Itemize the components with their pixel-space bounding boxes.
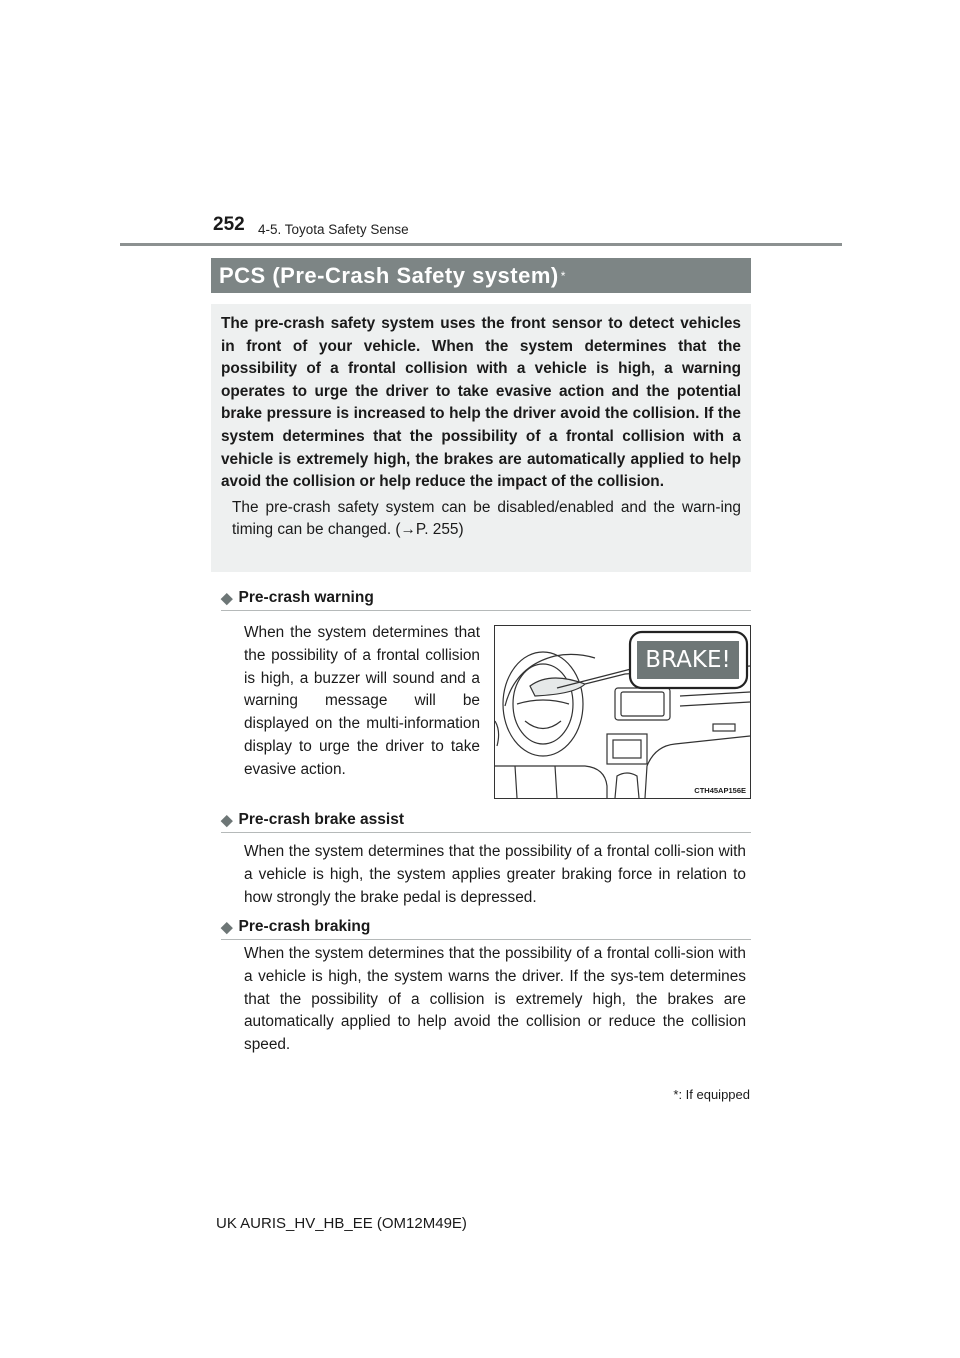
intro-summary: The pre-crash safety system uses the front sensor to detect vehicles in front of your vehicle. When the system determines that the possibility of a frontal collision with a vehicle is high, a warning operates to urge the driver to take evasive action and the potential brake pressure is increased to help the driver avoid the collision. If the system determines that the possibility of a frontal collision with a vehicle is extremely high, the brakes are automatically applied to help avoid the collision or help reduce the impact of the collision. bbox=[221, 315, 741, 491]
page-title: PCS (Pre-Crash Safety system) bbox=[219, 262, 559, 288]
heading-pre-crash-warning bbox=[221, 586, 751, 611]
heading-pre-crash-brake-assist bbox=[221, 808, 751, 833]
diamond-icon: ◆ bbox=[221, 590, 233, 607]
pre-crash-braking-text: When the system determines that the possibility of a frontal colli-sion with a vehicle is high, the system warns the driver. If the sys-tem determines that the possibility of a collision is extremely high, the brakes are automatically applied to help avoid the collision or reduce the collision speed. bbox=[244, 945, 746, 1054]
footer-model-code: UK AURIS_HV_HB_EE (OM12M49E) bbox=[216, 1215, 467, 1232]
header-rule bbox=[120, 243, 842, 246]
diamond-icon: ◆ bbox=[221, 812, 233, 829]
heading-label: Pre-crash brake assist bbox=[238, 811, 404, 828]
pre-crash-brake-assist-text: When the system determines that the possibility of a frontal colli-sion with a vehicle is high, the system applies greater braking force in relation to how strongly the brake pedal is depressed. bbox=[244, 843, 746, 906]
title-bar bbox=[211, 258, 751, 293]
heading-pre-crash-braking bbox=[221, 915, 751, 940]
footnote-text: : If equipped bbox=[678, 1087, 750, 1102]
section-reference: 4-5. Toyota Safety Sense bbox=[258, 222, 409, 237]
intro-note: The pre-crash safety system can be disabled/enabled and the warn-ing timing can be changed. (→P. 255) bbox=[232, 498, 741, 539]
intro-box bbox=[211, 304, 751, 572]
footnote bbox=[600, 1087, 750, 1102]
diamond-icon: ◆ bbox=[221, 919, 233, 936]
footnote-mark: * bbox=[673, 1087, 679, 1102]
title-footnote-mark: * bbox=[560, 268, 566, 283]
pre-crash-warning-text: When the system determines that the possibility of a frontal collision is high, a buzzer will sound and a warning message will be displayed on the multi-information display to urge the driver to take evasive action. bbox=[244, 624, 480, 778]
figure-code: CTH45AP156E bbox=[694, 786, 746, 795]
heading-label: Pre-crash warning bbox=[238, 589, 374, 606]
page-number: 252 bbox=[213, 214, 245, 235]
brake-warning-message: BRAKE! bbox=[645, 647, 731, 673]
heading-label: Pre-crash braking bbox=[238, 918, 371, 935]
dashboard-illustration bbox=[494, 625, 751, 799]
